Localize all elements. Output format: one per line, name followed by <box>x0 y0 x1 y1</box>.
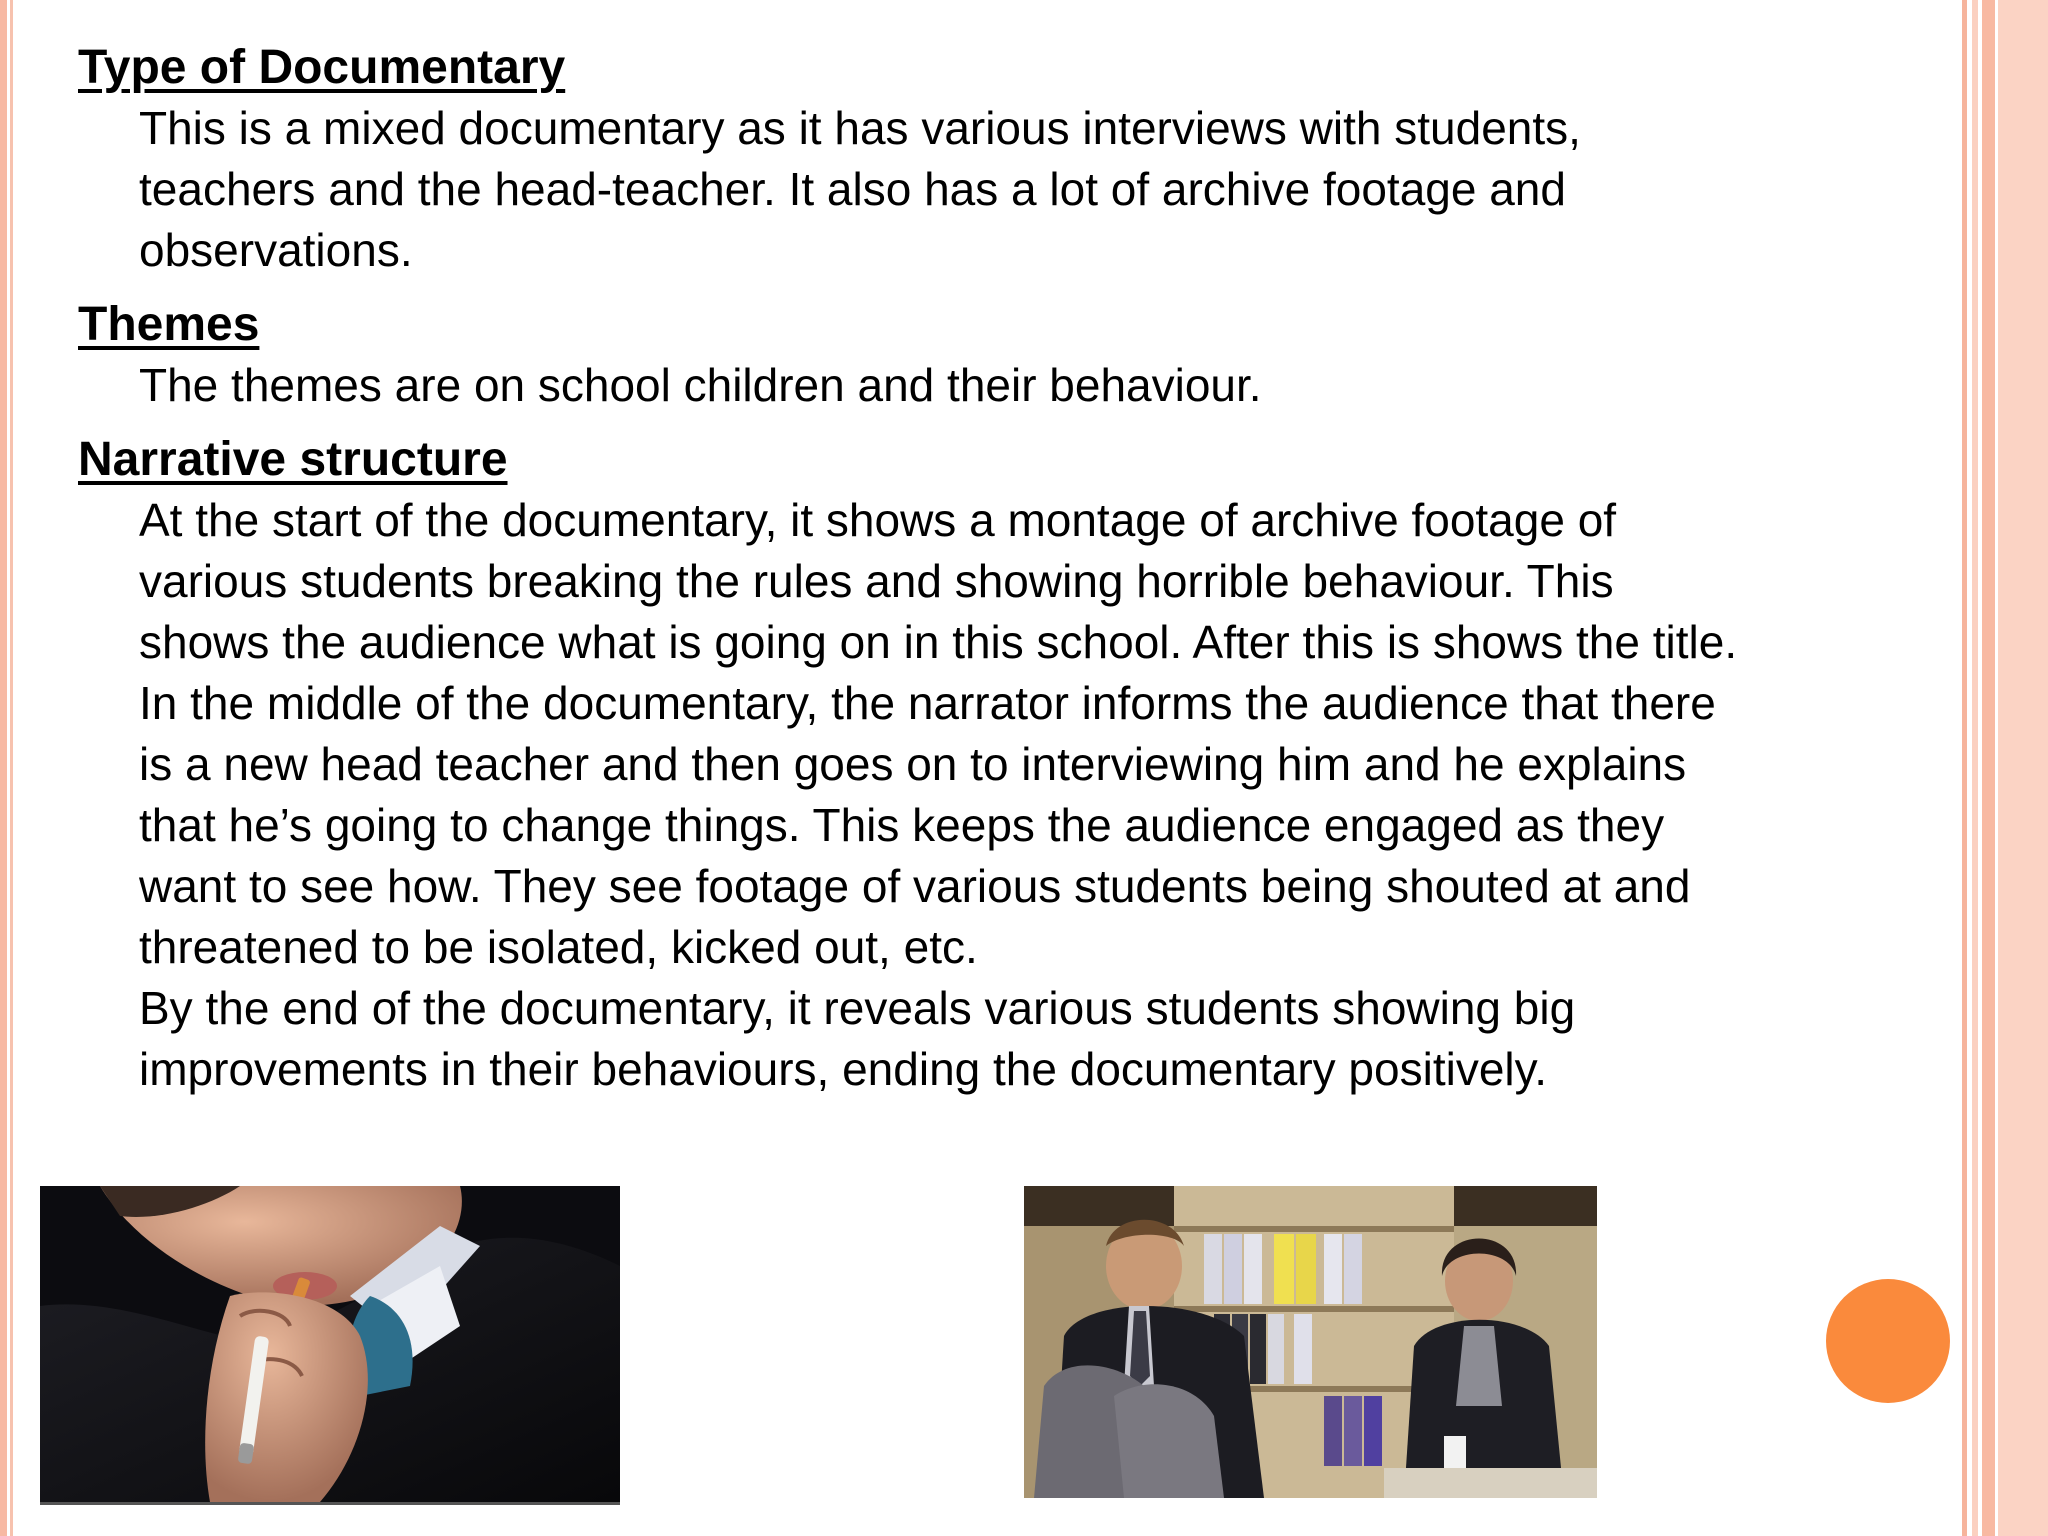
section-text-type <box>139 98 1958 281</box>
section-heading-themes: Themes <box>78 298 260 351</box>
right-stripe-1 <box>1962 0 1967 1536</box>
text-line: This is a mixed documentary as it has various interviews with students, <box>139 102 1581 154</box>
section-text-themes <box>139 355 1958 416</box>
text-line: By the end of the documentary, it reveals various students showing big <box>139 982 1576 1034</box>
student-smoking-photo <box>40 1186 620 1505</box>
text-line: At the start of the documentary, it shows a montage of archive footage of <box>139 494 1617 546</box>
text-line: In the middle of the documentary, the narrator informs the audience that there <box>139 677 1716 729</box>
interview-office-illustration <box>1024 1186 1597 1498</box>
accent-circle <box>1826 1279 1950 1403</box>
text-line: that he’s going to change things. This keeps the audience engaged as they <box>139 799 1665 851</box>
text-line: shows the audience what is going on in this school. After this is shows the title. <box>139 616 1738 668</box>
student-smoking-illustration <box>40 1186 620 1502</box>
left-stripe-inner <box>10 0 13 1536</box>
section-heading-narrative: Narrative structure <box>78 433 508 486</box>
right-stripe-4 <box>1998 0 2048 1536</box>
text-line: is a new head teacher and then goes on to interviewing him and he explains <box>139 738 1687 790</box>
text-line: teachers and the head-teacher. It also has a lot of archive footage and <box>139 163 1566 215</box>
right-stripe-3 <box>1982 0 1995 1536</box>
text-line: want to see how. They see footage of various students being shouted at and <box>139 860 1691 912</box>
text-line: threatened to be isolated, kicked out, etc. <box>139 921 978 973</box>
slide-body <box>78 38 1958 1114</box>
text-line: various students breaking the rules and showing horrible behaviour. This <box>139 555 1614 607</box>
section-heading-type: Type of Documentary <box>78 41 566 94</box>
left-stripe-outer <box>0 0 7 1536</box>
right-stripe-2 <box>1972 0 1978 1536</box>
text-line: improvements in their behaviours, ending the documentary positively. <box>139 1043 1547 1095</box>
interview-office-photo <box>1024 1186 1597 1498</box>
text-line: observations. <box>139 224 413 276</box>
section-text-narrative <box>139 490 1958 1100</box>
text-line: The themes are on school children and their behaviour. <box>139 359 1262 411</box>
